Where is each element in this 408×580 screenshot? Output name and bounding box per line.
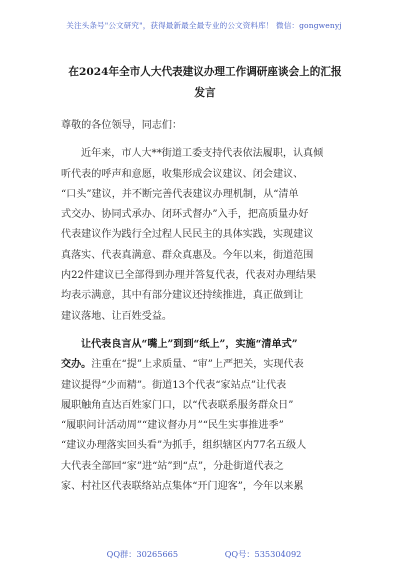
section-heading-line-2: 交办。 [61,359,92,371]
contact-footer [0,549,408,560]
paragraph-2-line: 履职触角直达百姓家门口，以“代表联系服务群众日” [61,399,294,411]
paragraph-2-line [61,355,359,375]
paragraph-1-line: 听代表的呼声和意愿，收集形成会议建议、闭会建议、 [61,168,304,180]
paragraph-1-line: 真落实、代表真满意、群众真惠及。今年以来，街道范围 [61,249,314,261]
document-title [40,62,370,104]
paragraph-1-line: 均表示满意，其中有部分建议还持续推进，真正做到让 [61,290,304,302]
paragraph-2-line: 大代表全部回“家”进“站”到“点”，分赴街道代表之 [61,460,284,472]
qq-group-number: QQ群：30265665 [106,549,179,559]
qq-account-number: QQ号：535304092 [224,549,302,559]
document-body [61,116,359,497]
title-line-2: 发言 [194,87,216,99]
paragraph-2-first-text: 注重在“提”上求质量、“审”上严把关，实现代表 [91,359,304,371]
paragraph-1-line: 近年来，市人大**街道工委支持代表依法履职，认真倾 [81,148,324,160]
paragraph-1-line: “口头”建议，并不断完善代表建议办理机制，从“清单 [61,188,299,200]
paragraph-2-line: 家、村社区代表联络站点集体“开门迎客”，今年以来累 [61,481,304,493]
title-line-1: 在2024年全市人大代表建议办理工作调研座谈会上的汇报 [68,66,342,78]
salutation: 尊敬的各位领导，同志们： [61,120,183,131]
paragraph-2-line: “建议办理落实回头看”为抓手，组织辖区内77名五级人 [61,440,307,452]
paragraph-2-line: “履职问计活动周”“建议督办月”“民生实事推进季” [61,420,284,432]
paragraph-1-line: 内22件建议已全部得到办理并答复代表，代表对办理结果 [61,270,317,282]
promo-banner: 关注头条号"公文研究"，获得最新最全最专业的公文资料库！ 微信：gongwenyj [66,21,342,30]
paragraph-1-line: 式交办、协同式承办、闭环式督办”入手，把高质量办好 [61,209,309,221]
section-heading-line-1: 让代表良言从“嘴上”到到“纸上”，实施“清单式” [81,338,298,350]
paragraph-1-line: 代表建议作为践行全过程人民民主的具体实践，实现建议 [61,229,314,241]
paragraph-2-line: 建议提得“少而精”。街道13个代表“家站点”让代表 [61,379,287,391]
paragraph-1-line: 建议落地、让百姓受益。 [61,310,173,322]
